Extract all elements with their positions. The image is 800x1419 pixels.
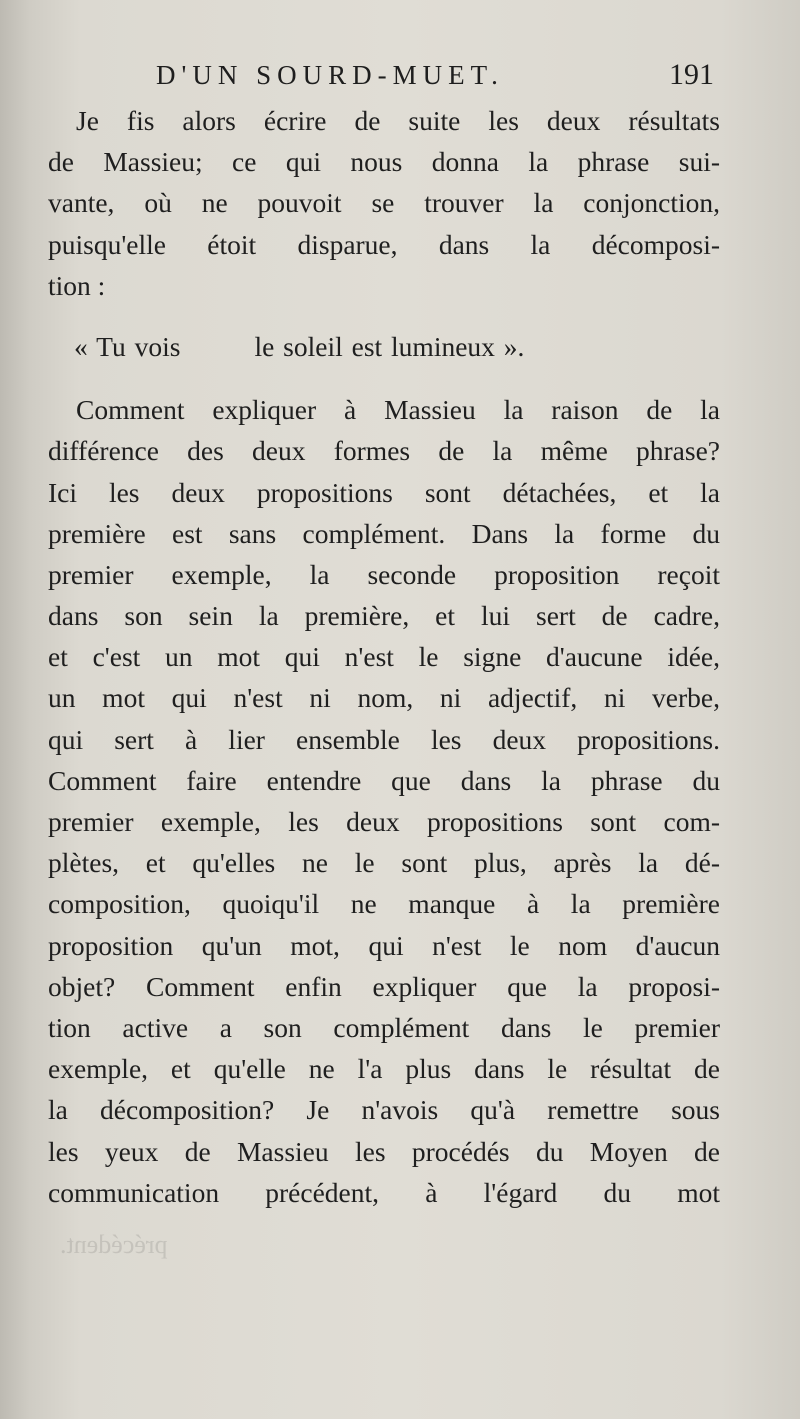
text-line: Comment faire entendre que dans la phrase du	[48, 764, 720, 796]
running-title: D'UN SOURD-MUET.	[156, 60, 504, 90]
text-line: première est sans complément. Dans la forme du	[48, 517, 720, 549]
page-header	[48, 58, 720, 98]
body-text	[48, 100, 720, 1213]
paragraph-1	[48, 100, 720, 306]
text-line: Ici les deux propositions sont détachées, et la	[48, 476, 720, 508]
text-line: et c'est un mot qui n'est le signe d'aucune idée,	[48, 641, 720, 673]
text-line: premier exemple, la seconde proposition reçoit	[48, 558, 720, 590]
paragraph-2	[48, 389, 720, 1213]
text-line: la décomposition? Je n'avois qu'à remettre sous	[48, 1094, 720, 1126]
text-line: vante, où ne pouvoit se trouver la conjonction,	[48, 187, 720, 219]
text-line: puisqu'elle étoit disparue, dans la décomposi-	[48, 228, 720, 260]
quote-part-1: « Tu vois	[74, 330, 181, 362]
text-line: tion active a son complément dans le premier	[48, 1011, 720, 1043]
text-line: composition, quoiqu'il ne manque à la première	[48, 888, 720, 920]
text-line: qui sert à lier ensemble les deux propositions.	[48, 723, 720, 755]
text-line: premier exemple, les deux propositions sont com-	[48, 806, 720, 837]
text-line: un mot qui n'est ni nom, ni adjectif, ni verbe,	[48, 682, 720, 714]
page-number: 191	[669, 58, 714, 91]
show-through-text: précédent.	[60, 1230, 168, 1259]
text-line: communication précédent, à l'égard du mot	[48, 1176, 720, 1208]
text-line: exemple, et qu'elle ne l'a plus dans le résultat de	[48, 1053, 720, 1085]
text-line: dans son sein la première, et lui sert de cadre,	[48, 600, 720, 632]
text-line: plètes, et qu'elles ne le sont plus, après la dé-	[48, 847, 720, 879]
text-line: les yeux de Massieu les procédés du Moyen de	[48, 1135, 720, 1167]
text-line: de Massieu; ce qui nous donna la phrase sui-	[48, 146, 720, 178]
text-line: tion :	[48, 269, 106, 301]
text-line: différence des deux formes de la même phrase?	[48, 435, 720, 467]
text-line: Comment expliquer à Massieu la raison de la	[76, 394, 720, 426]
quoted-phrase	[48, 326, 720, 367]
text-line: objet? Comment enfin expliquer que la proposi-	[48, 970, 720, 1002]
text-line: Je fis alors écrire de suite les deux résultats	[76, 105, 720, 136]
quote-part-2: le soleil est lumineux ».	[254, 330, 525, 362]
text-line: proposition qu'un mot, qui n'est le nom d'aucun	[48, 929, 720, 961]
